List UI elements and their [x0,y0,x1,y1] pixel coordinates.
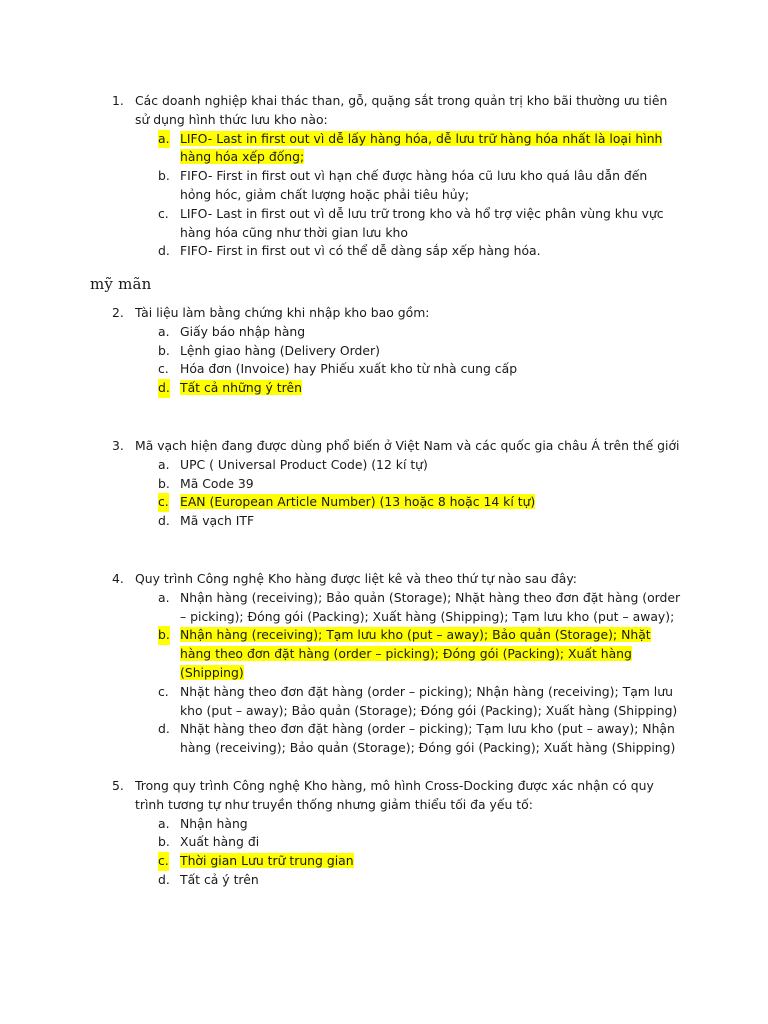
option-b [112,833,682,852]
option-list [112,589,682,758]
option-text: Nhận hàng [180,815,248,831]
option-b [112,626,682,682]
option-text: Nhặt hàng theo đơn đặt hàng (order – picking); Nhận hàng (receiving); Tạm lưu kho (put – away); Bảo quản (Storage); Đóng gói (Packing); Xuất hàng (Shipping) [180,683,678,718]
option-list [112,130,682,262]
option-text: LIFO- Last in first out vì dễ lưu trữ trong kho và hổ trợ việc phân vùng khu vực hàng hóa cũng như thời gian lưu kho [180,205,664,240]
option-text: Tất cả những ý trên [180,380,302,396]
question-number: 3. [112,438,124,453]
option-b [112,342,682,361]
option-letter: c. [158,683,169,699]
option-letter: b. [158,342,170,358]
option-list [112,323,682,398]
question-number: 1. [112,93,124,108]
option-text: Mã Code 39 [180,475,254,491]
option-text: Lệnh giao hàng (Delivery Order) [180,342,380,358]
option-letter: a. [158,589,170,605]
option-d [112,379,682,398]
option-letter: a. [158,815,170,831]
option-letter: a. [158,130,170,149]
option-a [112,815,682,834]
option-letter: d. [158,721,170,737]
question-5 [112,777,682,890]
option-letter: c. [158,493,169,512]
question-1 [112,92,682,261]
option-list [112,456,682,531]
note-text: mỹ mãn [90,275,152,293]
option-c [112,360,682,379]
option-text: UPC ( Universal Product Code) (12 kí tự) [180,456,428,472]
question-2 [112,304,682,398]
option-d [112,720,682,758]
question-text: Tài liệu làm bằng chứng khi nhập kho bao gồm: [135,305,430,320]
option-d [112,871,682,890]
question-4 [112,570,682,758]
option-text: Hóa đơn (Invoice) hay Phiếu xuất kho từ nhà cung cấp [180,361,518,377]
question-text: Các doanh nghiệp khai thác than, gỗ, quặng sắt trong quản trị kho bãi thường ưu tiên sử dụng hình thức lưu kho nào: [135,93,668,127]
question-number: 2. [112,305,124,320]
option-text: EAN (European Article Number) (13 hoặc 8 hoặc 14 kí tự) [180,494,536,510]
question-text: Quy trình Công nghệ Kho hàng được liệt kê và theo thứ tự nào sau đây: [135,571,577,586]
option-text: Mã vạch ITF [180,513,255,529]
option-letter: d. [158,243,170,259]
question-number: 4. [112,571,124,586]
option-letter: c. [158,852,169,871]
option-text: Nhận hàng (receiving); Bảo quản (Storage); Nhặt hàng theo đơn đặt hàng (order – picking); Đóng gói (Packing); Xuất hàng (Shipping); Tạm lưu kho (put – away); [180,589,681,624]
option-a [112,456,682,475]
option-c [112,493,682,512]
option-letter: d. [158,513,170,529]
option-letter: a. [158,323,170,339]
option-letter: d. [158,871,170,887]
question-3 [112,437,682,531]
option-letter: b. [158,626,170,645]
option-letter: d. [158,379,170,398]
option-c [112,205,682,243]
option-a [112,130,682,168]
option-a [112,323,682,342]
option-list [112,815,682,890]
option-text: FIFO- First in first out vì hạn chế được hàng hóa cũ lưu kho quá lâu dẫn đến hỏng hóc, giảm chất lượng hoặc phải tiêu hủy; [180,168,648,202]
option-letter: b. [158,168,170,184]
option-text: Giấy báo nhập hàng [180,323,306,339]
option-c [112,683,682,721]
option-text: LIFO- Last in first out vì dễ lấy hàng hóa, dễ lưu trữ hàng hóa nhất là loại hình hàng hóa xếp đống; [180,130,663,165]
option-d [112,512,682,531]
option-letter: c. [158,361,169,377]
question-text: Mã vạch hiện đang được dùng phổ biến ở Việt Nam và các quốc gia châu Á trên thế giới [135,438,680,453]
option-letter: b. [158,834,170,850]
question-number: 5. [112,778,124,793]
question-text: Trong quy trình Công nghệ Kho hàng, mô hình Cross-Docking được xác nhận có quy trình tương tự như truyền thống nhưng giảm thiểu tối đa yếu tố: [135,778,654,812]
option-text: Nhặt hàng theo đơn đặt hàng (order – picking); Tạm lưu kho (put – away); Nhận hàng (receiving); Bảo quản (Storage); Đóng gói (Packing); Xuất hàng (Shipping) [180,721,676,756]
option-c [112,852,682,871]
option-text: FIFO- First in first out vì có thể dễ dàng sắp xếp hàng hóa. [180,243,541,259]
option-letter: c. [158,205,169,221]
option-d [112,242,682,261]
option-b [112,475,682,494]
option-text: Tất cả ý trên [180,871,259,887]
option-text: Xuất hàng đi [180,834,260,850]
option-text: Nhận hàng (receiving); Tạm lưu kho (put – away); Bảo quản (Storage); Nhặt hàng theo đơn đặt hàng (order – picking); Đóng gói (Packing); Xuất hàng (Shipping) [180,627,651,680]
option-letter: b. [158,475,170,491]
option-b [112,167,682,205]
option-text: Thời gian Lưu trữ trung gian [180,853,354,869]
option-a [112,589,682,627]
option-letter: a. [158,456,170,472]
